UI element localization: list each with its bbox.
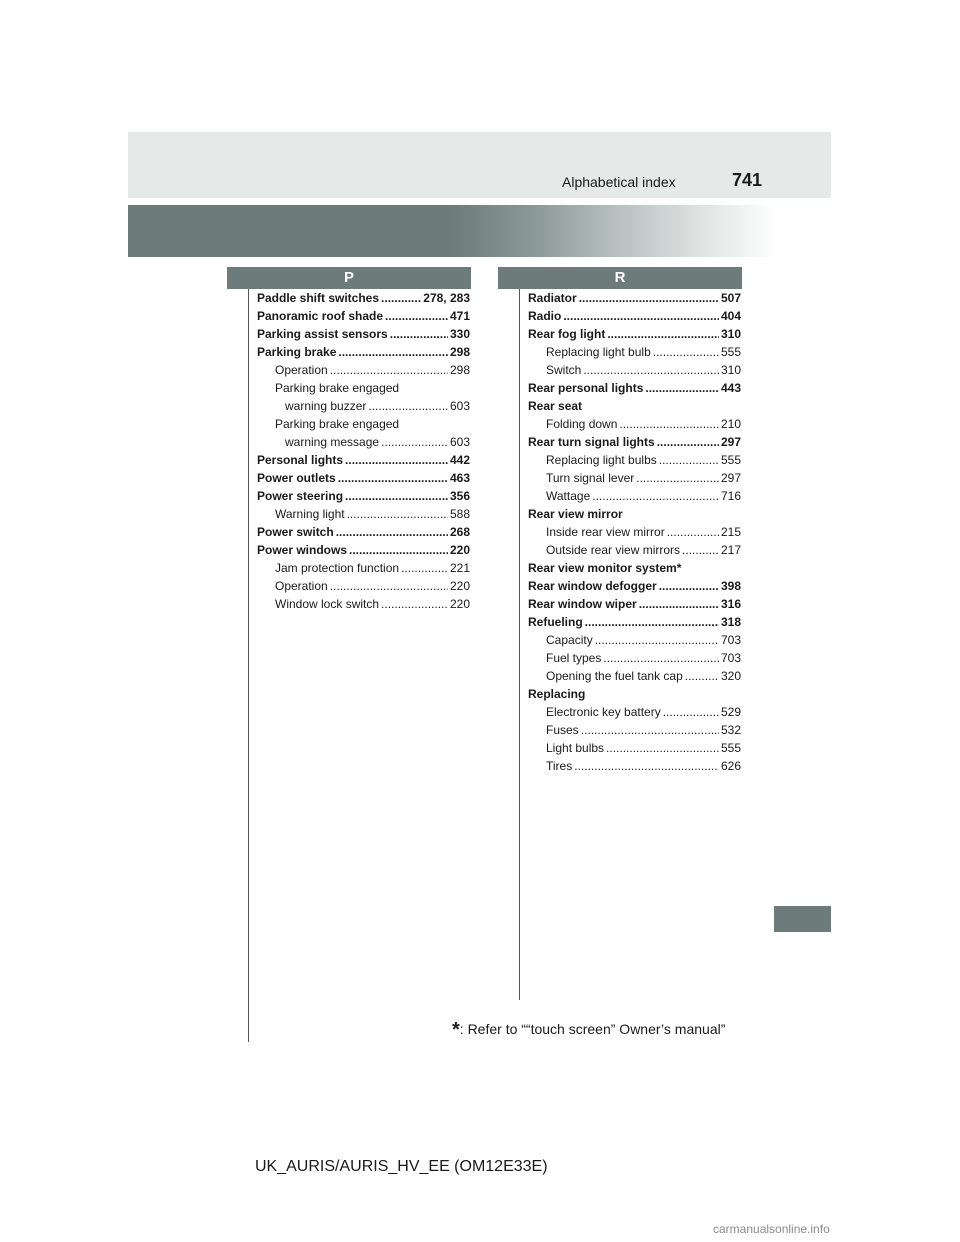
dot-leader: [595, 631, 719, 649]
section-header-r: R: [498, 267, 742, 289]
index-entry-label: Wattage: [546, 489, 591, 503]
watermark: carmanualsonline.info: [713, 1222, 830, 1236]
index-entry-page: 298: [449, 345, 470, 359]
dot-leader: [385, 307, 448, 325]
index-entry: [528, 739, 741, 757]
index-entry-page: 603: [449, 399, 470, 413]
dot-leader: [659, 451, 719, 469]
gradient-banner: [128, 205, 776, 257]
dot-leader: [607, 325, 719, 343]
index-entry-label: Parking assist sensors: [257, 327, 388, 341]
index-entry-label: Jam protection function: [275, 561, 400, 575]
index-entry-page: 330: [449, 327, 470, 341]
dot-leader: [585, 613, 719, 631]
index-entry-label: Inside rear view mirror: [546, 525, 665, 539]
dot-leader: [338, 343, 448, 361]
index-entry: [257, 415, 470, 433]
index-entry-page: 320: [720, 669, 741, 683]
index-entry: [528, 559, 741, 577]
index-entry-label: Fuel types: [546, 651, 602, 665]
index-entry-page: 220: [449, 579, 470, 593]
index-entry: [257, 343, 470, 361]
dot-leader: [381, 595, 448, 613]
index-entry-page: 310: [720, 327, 741, 341]
index-entry-label: Electronic key battery: [546, 705, 661, 719]
index-entry-page: 318: [720, 615, 741, 629]
index-entry-page: 297: [720, 471, 741, 485]
index-entry-label: Rear view mirror: [528, 507, 623, 521]
index-entry: [528, 541, 741, 559]
index-entry: [528, 325, 741, 343]
index-entry-label: Personal lights: [257, 453, 344, 467]
footer-manual-code: UK_AURIS/AURIS_HV_EE (OM12E33E): [255, 1158, 548, 1175]
index-entry: [528, 469, 741, 487]
index-entry-label: Rear turn signal lights: [528, 435, 655, 449]
index-entry-label: Folding down: [546, 417, 618, 431]
dot-leader: [336, 523, 448, 541]
index-entry-page: 443: [720, 381, 741, 395]
index-entry: [528, 721, 741, 739]
index-entry: [257, 325, 470, 343]
index-entry: [528, 505, 741, 523]
dot-leader: [338, 469, 448, 487]
index-entry-label: Replacing light bulb: [546, 345, 651, 359]
index-entry-page: 555: [720, 345, 741, 359]
index-entry-page: 442: [449, 453, 470, 467]
index-entry-page: 507: [720, 291, 741, 305]
dot-leader: [401, 559, 448, 577]
index-entry-label: Rear personal lights: [528, 381, 644, 395]
index-entry-label: Window lock switch: [275, 597, 380, 611]
index-entry-label: Parking brake engaged: [275, 381, 400, 395]
dot-leader: [574, 757, 719, 775]
index-entry: [528, 757, 741, 775]
dot-leader: [645, 379, 719, 397]
index-entry-page: 217: [720, 543, 741, 557]
index-entry: [257, 451, 470, 469]
dot-leader: [603, 649, 719, 667]
footnote-star: *: [452, 1019, 460, 1041]
index-entry-label: Operation: [275, 363, 328, 377]
dot-leader: [682, 541, 719, 559]
index-entry-page: 626: [720, 759, 741, 773]
index-entry: [528, 289, 741, 307]
index-entry: [257, 307, 470, 325]
dot-leader: [663, 703, 719, 721]
index-entry-label: Parking brake engaged: [275, 417, 400, 431]
index-entry: [528, 415, 741, 433]
dot-leader: [685, 667, 719, 685]
index-entry-label: Turn signal lever: [546, 471, 635, 485]
index-entry-page: 529: [720, 705, 741, 719]
index-entry: [528, 307, 741, 325]
index-entry-label: Power outlets: [257, 471, 336, 485]
index-entry-page: 220: [449, 543, 470, 557]
dot-leader: [657, 433, 719, 451]
index-entry-page: 588: [449, 507, 470, 521]
index-entry: [257, 379, 470, 397]
dot-leader: [667, 523, 719, 541]
page-header-title: Alphabetical index: [562, 174, 676, 190]
index-entry: [528, 577, 741, 595]
index-column-r: [528, 289, 741, 775]
index-entry: [257, 487, 470, 505]
index-entry: [528, 703, 741, 721]
chapter-tab: [774, 906, 831, 932]
index-entry: [257, 361, 470, 379]
index-entry-label: Replacing: [528, 687, 586, 701]
index-entry: [528, 523, 741, 541]
index-entry-page: 471: [449, 309, 470, 323]
index-entry: [528, 685, 741, 703]
index-column-p: [257, 289, 470, 613]
index-entry-page: 716: [720, 489, 741, 503]
header-band: [128, 132, 831, 198]
dot-leader: [653, 343, 719, 361]
index-entry-page: 356: [449, 489, 470, 503]
dot-leader: [606, 739, 719, 757]
index-entry-page: 316: [720, 597, 741, 611]
index-entry-page: 278, 283: [423, 291, 470, 305]
column-rule-middle: [519, 289, 520, 1000]
index-entry-label: Opening the fuel tank cap: [546, 669, 683, 683]
dot-leader: [349, 541, 448, 559]
index-entry-label: Rear fog light: [528, 327, 606, 341]
section-header-p: P: [227, 267, 471, 289]
index-entry-label: Paddle shift switches: [257, 291, 380, 305]
index-entry-label: Capacity: [546, 633, 593, 647]
index-entry: [257, 523, 470, 541]
index-entry-page: 532: [720, 723, 741, 737]
index-entry-page: 603: [449, 435, 470, 449]
index-entry: [257, 577, 470, 595]
index-entry: [528, 595, 741, 613]
index-entry-label: Power steering: [257, 489, 344, 503]
dot-leader: [347, 505, 448, 523]
index-entry: [528, 613, 741, 631]
dot-leader: [581, 721, 719, 739]
index-entry-label: Rear seat: [528, 399, 583, 413]
dot-leader: [390, 325, 448, 343]
index-entry-page: 215: [720, 525, 741, 539]
index-entry: [257, 595, 470, 613]
index-entry-page: 703: [720, 633, 741, 647]
index-entry: [528, 397, 741, 415]
index-entry-label: Radiator: [528, 291, 577, 305]
index-entry-page: 398: [720, 579, 741, 593]
index-entry: [528, 631, 741, 649]
index-entry-label: Panoramic roof shade: [257, 309, 384, 323]
index-entry: [257, 469, 470, 487]
index-entry-page: 298: [449, 363, 470, 377]
index-entry-page: 555: [720, 453, 741, 467]
footnote: [452, 1019, 725, 1042]
index-entry: [528, 361, 741, 379]
index-entry-page: 297: [720, 435, 741, 449]
dot-leader: [636, 469, 719, 487]
column-rule-left: [248, 289, 249, 1042]
index-entry-page: 463: [449, 471, 470, 485]
index-entry-label: Rear window defogger: [528, 579, 657, 593]
index-entry-label: Outside rear view mirrors: [546, 543, 681, 557]
index-entry: [528, 667, 741, 685]
dot-leader: [330, 577, 448, 595]
index-entry-label: Replacing light bulbs: [546, 453, 657, 467]
dot-leader: [639, 595, 719, 613]
index-entry-page: 310: [720, 363, 741, 377]
dot-leader: [368, 397, 448, 415]
index-entry-label: Fuses: [546, 723, 579, 737]
dot-leader: [592, 487, 719, 505]
index-entry: [528, 649, 741, 667]
dot-leader: [381, 289, 421, 307]
index-entry: [257, 505, 470, 523]
index-entry: [528, 379, 741, 397]
dot-leader: [583, 361, 719, 379]
dot-leader: [563, 307, 719, 325]
dot-leader: [345, 487, 448, 505]
index-entry-page: 210: [720, 417, 741, 431]
dot-leader: [659, 577, 719, 595]
dot-leader: [619, 415, 719, 433]
index-entry: [257, 397, 470, 415]
index-entry-label: Radio: [528, 309, 562, 323]
index-entry: [528, 343, 741, 361]
index-entry-label: Refueling: [528, 615, 583, 629]
index-entry-label: warning message: [285, 435, 380, 449]
index-entry: [257, 541, 470, 559]
dot-leader: [330, 361, 448, 379]
index-entry-label: warning buzzer: [285, 399, 367, 413]
index-entry-label: Warning light: [275, 507, 345, 521]
index-entry: [528, 433, 741, 451]
index-entry-page: 404: [720, 309, 741, 323]
dot-leader: [381, 433, 448, 451]
index-entry-page: 221: [449, 561, 470, 575]
index-entry-label: Tires: [546, 759, 573, 773]
index-entry: [528, 487, 741, 505]
index-entry-label: Switch: [546, 363, 582, 377]
index-entry: [257, 433, 470, 451]
index-entry: [528, 451, 741, 469]
index-entry-page: 703: [720, 651, 741, 665]
index-entry-label: Power switch: [257, 525, 334, 539]
footnote-text: : Refer to ““touch screen” Owner’s manual”: [459, 1021, 726, 1037]
index-entry-label: Rear view monitor system*: [528, 561, 682, 575]
index-entry-label: Power windows: [257, 543, 348, 557]
dot-leader: [345, 451, 448, 469]
index-entry: [257, 289, 470, 307]
dot-leader: [579, 289, 719, 307]
page-number: 741: [732, 170, 763, 190]
index-entry: [257, 559, 470, 577]
index-entry-label: Parking brake: [257, 345, 337, 359]
index-entry-page: 555: [720, 741, 741, 755]
index-entry-label: Rear window wiper: [528, 597, 637, 611]
index-entry-label: Light bulbs: [546, 741, 605, 755]
index-entry-page: 220: [449, 597, 470, 611]
index-entry-label: Operation: [275, 579, 328, 593]
index-entry-page: 268: [449, 525, 470, 539]
